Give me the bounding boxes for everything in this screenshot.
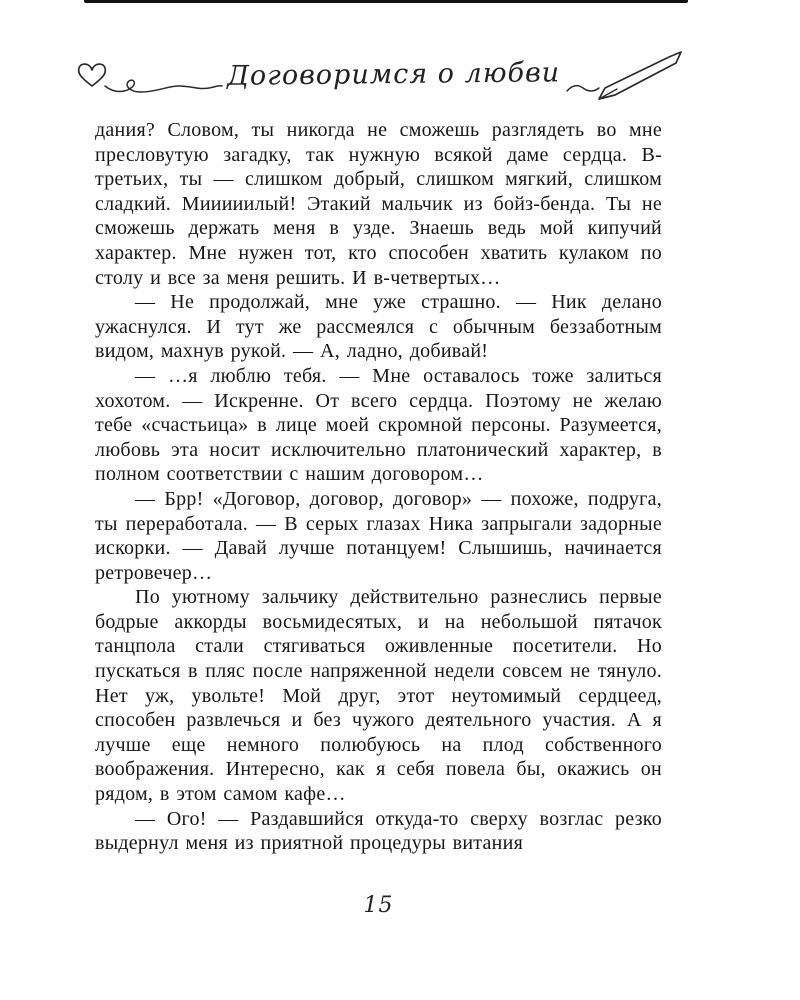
page-header (92, 46, 668, 108)
paragraph: дания? Словом, ты никогда не сможешь разглядеть во мне пресловутую загадку, так нужную всякой даме сердца. В-третьих, ты — слишком добрый, слишком мягкий, слишком сладкий. Мииииилый! Этакий мальчик из бойз-бенда. Ты не сможешь держать меня в узде. Знаешь ведь мой кипучий характер. Мне нужен тот, кто способен хватить кулаком по столу и все за меня решить. И в-четвертых… (95, 119, 662, 289)
body-text (95, 118, 662, 856)
pen-icon (565, 49, 687, 105)
paragraph: По уютному зальчику действительно разнеслись первые бодрые аккорды восьмидесятых, и на небольшой пятачок танцпола стали стягиваться оживленные посетители. Но пускаться в пляс после напряженной недели совсем не тянуло. Нет уж, увольте! Мой друг, этот неутомимый сердцеед, способен развлечься и без чужого деятельного участия. А я лучше еще немного полюбуюсь на плод собственного воображения. Интересно, как я себя повела бы, окажись он рядом, в этом самом кафе… (95, 586, 662, 806)
page-header-title: Договоримся о любви (227, 56, 561, 92)
page-number: 15 (363, 893, 394, 918)
scan-edge-line (84, 0, 688, 3)
paragraph: — Ого! — Раздавшийся откуда-то сверху возглас резко выдернул меня из приятной процедуры витания (95, 807, 662, 855)
paragraph: — …я люблю тебя. — Мне оставалось тоже залиться хохотом. — Искренне. От всего сердца. Поэтому не желаю тебе «счастьица» в лице моей скромной персоны. Разумеется, любовь эта носит исключительно платонический характер, в полном соответствии с нашим договором… (95, 364, 662, 486)
page-footer (95, 893, 662, 918)
heart-icon (73, 51, 223, 103)
paragraph: — Не продолжай, мне уже страшно. — Ник делано ужаснулся. И тут же рассмеялся с обычным беззаботным видом, махнув рукой. — А, ладно, добивай! (95, 291, 662, 363)
paragraph: — Брр! «Договор, договор, договор» — похоже, подруга, ты переработала. — В серых глазах Ника запрыгали задорные искорки. — Давай лучше потанцуем! Слышишь, начинается ретровечер… (95, 487, 662, 584)
